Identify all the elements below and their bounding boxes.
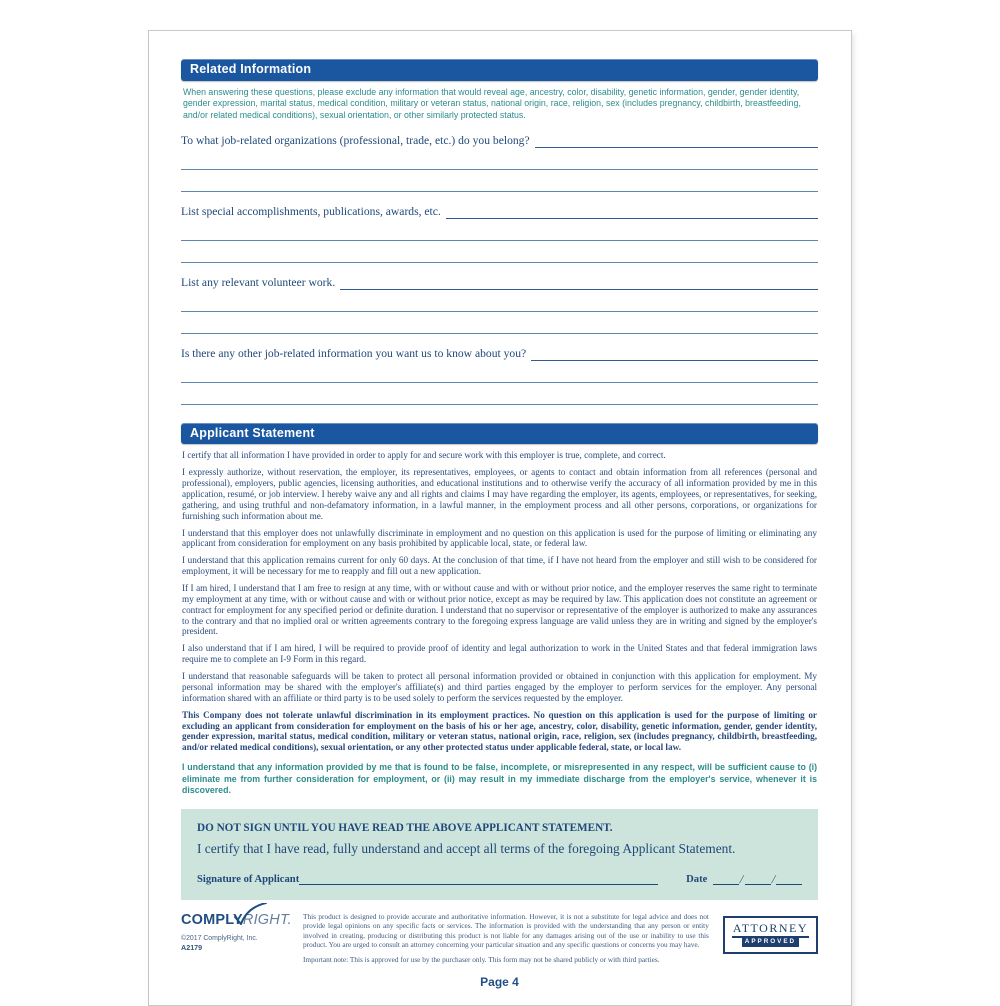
date-month-field[interactable]: [713, 874, 739, 885]
statement-paragraph: I certify that all information I have provided in order to apply for and secure work with this employer is true, complete, and correct.: [182, 450, 666, 461]
product-code: A2179: [181, 942, 203, 952]
answer-ruled-line[interactable]: [181, 383, 818, 405]
section-header-applicant-statement: Applicant Statement: [181, 423, 818, 445]
copyright-text: ©2017 ComplyRight, Inc.: [181, 934, 258, 942]
signature-box: [181, 809, 818, 899]
form-footer: [181, 912, 818, 965]
statement-paragraph-nondiscrimination: This Company does not tolerate unlawful discrimination in its employment practices. No question on this application is used for the purpose of limiting or excluding an applicant from consideration for employment on the basis of his or her age, ancestry, color, disability, genetic information, gender, gender identity, gender expression, marital status, medical condition, military or veteran status, national origin, race, religion, sex (includes pregnancy, childbirth, breastfeeding, and/or related medical conditions), sexual orientation, or any other protected status under applicable federal, state, or local law.: [182, 709, 817, 753]
answer-line-organizations[interactable]: [535, 135, 818, 148]
date-slash: /: [770, 871, 777, 886]
complyright-wordmark-right: RIGHT.: [242, 911, 292, 928]
question-label-volunteer-work: List any relevant volunteer work.: [181, 276, 336, 290]
checkmark-swoosh-icon: [233, 903, 267, 925]
statement-paragraph: I understand that this application remains current for only 60 days. At the conclusion of that time, if I have not heard from the employer and still wish to be considered for employment, it will be necessary for me to reapply and fill out a new application.: [182, 555, 817, 577]
answer-line-other-information[interactable]: [531, 348, 818, 361]
statement-paragraph-false-information-notice: I understand that any information provided by me that is found to be false, incomplete, or misrepresented in any respect, will be sufficient cause to (i) eliminate me from further consideration for employment, or (ii) may result in my immediate discharge from the employer's service, whenever it is discovered.: [182, 762, 817, 795]
answer-ruled-line[interactable]: [181, 170, 818, 192]
question-label-organizations: To what job-related organizations (professional, trade, etc.) do you belong?: [181, 134, 530, 148]
date-slash: /: [738, 871, 746, 886]
section-header-related-information: Related Information: [181, 59, 818, 81]
attorney-approved-badge-top: ATTORNEY: [732, 922, 809, 938]
answer-ruled-line[interactable]: [181, 312, 818, 334]
answer-ruled-line[interactable]: [181, 361, 818, 383]
legal-disclaimer-text: This product is designed to provide accurate and authoritative information. However, it is not a substitute for legal advice and does not provide legal opinions on any specific facts or services. The information is provided with the understanding that any person or entity involved in creating, producing or distributing this product is not liable for any damages arising out of the use or inability to use this product. You are urged to consult an attorney concerning your particular situation and any specific questions or concerns you may have.: [303, 911, 709, 950]
signature-line[interactable]: [299, 874, 658, 885]
important-note-text: Important note: This is approved for use by the purchaser only. This form may not be shared publicly or with third parties.: [303, 955, 660, 965]
attorney-approved-badge-bottom: APPROVED: [742, 937, 799, 947]
statement-paragraph: I understand that this employer does not unlawfully discriminate in employment and no question on this application is used for the purpose of limiting or eliminating any applicant from consideration for employment on any basis prohibited by applicable local, state, or federal law.: [182, 527, 817, 549]
answer-line-volunteer-work[interactable]: [340, 277, 818, 290]
date-label: Date: [686, 873, 708, 885]
applicant-statement-body: [181, 450, 818, 796]
application-form-page: [148, 30, 852, 1006]
question-label-other-information: Is there any other job-related information you want us to know about you?: [181, 347, 527, 361]
complyright-wordmark-comply: COMPLY: [181, 911, 243, 928]
answer-ruled-line[interactable]: [181, 148, 818, 170]
date-day-field[interactable]: [745, 874, 771, 885]
complyright-logo: [181, 912, 293, 928]
statement-paragraph: I also understand that if I am hired, I will be required to provide proof of identity and legal authorization to work in the United States and that federal immigration laws require me to complete an I-9 Form in this regard.: [182, 643, 817, 665]
answer-ruled-line[interactable]: [181, 241, 818, 263]
statement-paragraph: I understand that reasonable safeguards will be taken to protect all personal information provided or obtained in conjunction with this application for employment. My personal information may be shared with the employer's affiliate(s) and third parties engaged by the employer to perform services for the employer. Any personal information shared with an affiliate or third party is to be used solely to perform the services requested by the employer.: [182, 671, 817, 703]
question-label-accomplishments: List special accomplishments, publications, awards, etc.: [181, 205, 441, 219]
do-not-sign-warning: DO NOT SIGN UNTIL YOU HAVE READ THE ABOVE APPLICANT STATEMENT.: [197, 822, 613, 835]
attorney-approved-badge: [723, 916, 818, 954]
page-number: Page 4: [480, 974, 519, 989]
answer-ruled-line[interactable]: [181, 290, 818, 312]
answer-ruled-line[interactable]: [181, 219, 818, 241]
related-information-intro: When answering these questions, please exclude any information that would reveal age, ancestry, color, disability, genetic information, gender, gender identity, gender expression, marital status, medical condition, military or veteran status, national origin, race, religion, sex (includes pregnancy, childbirth, breastfeeding, and/or related medical conditions), sexual orientation, or other similarly protected status.: [183, 86, 801, 120]
date-year-field[interactable]: [776, 874, 802, 885]
answer-line-accomplishments[interactable]: [446, 206, 818, 219]
statement-paragraph: If I am hired, I understand that I am free to resign at any time, with or without cause and with or without prior notice, and the employer reserves the same right to terminate my employment at any time, with or without cause and with or without prior notice, except as may be required by law. This application does not constitute an agreement or contract for employment for any specified period or definite duration. I understand that no supervisor or representative of the employer is authorized to make any assurances to the contrary and that no implied oral or written agreements contrary to the foregoing express language are valid unless they are in writing and signed by the employer's president.: [182, 583, 817, 637]
certify-statement: I certify that I have read, fully understand and accept all terms of the foregoing Applicant Statement.: [197, 840, 736, 856]
signature-of-applicant-label: Signature of Applicant: [197, 873, 300, 885]
statement-paragraph: I expressly authorize, without reservation, the employer, its representatives, employees, or agents to contact and obtain information from all references (personal and professional), employers, public agencies, licensing authorities, and educational institutions and to otherwise verify the accuracy of all information provided by me in this application, resumé, or job interview. I hereby waive any and all rights and claims I may have regarding the employer, its agents, employees, or representatives, for seeking, gathering, and using truthful and non-defamatory information, in a lawful manner, in the employment process and all other persons, corporations, or organizations for furnishing such information about me.: [182, 467, 817, 521]
